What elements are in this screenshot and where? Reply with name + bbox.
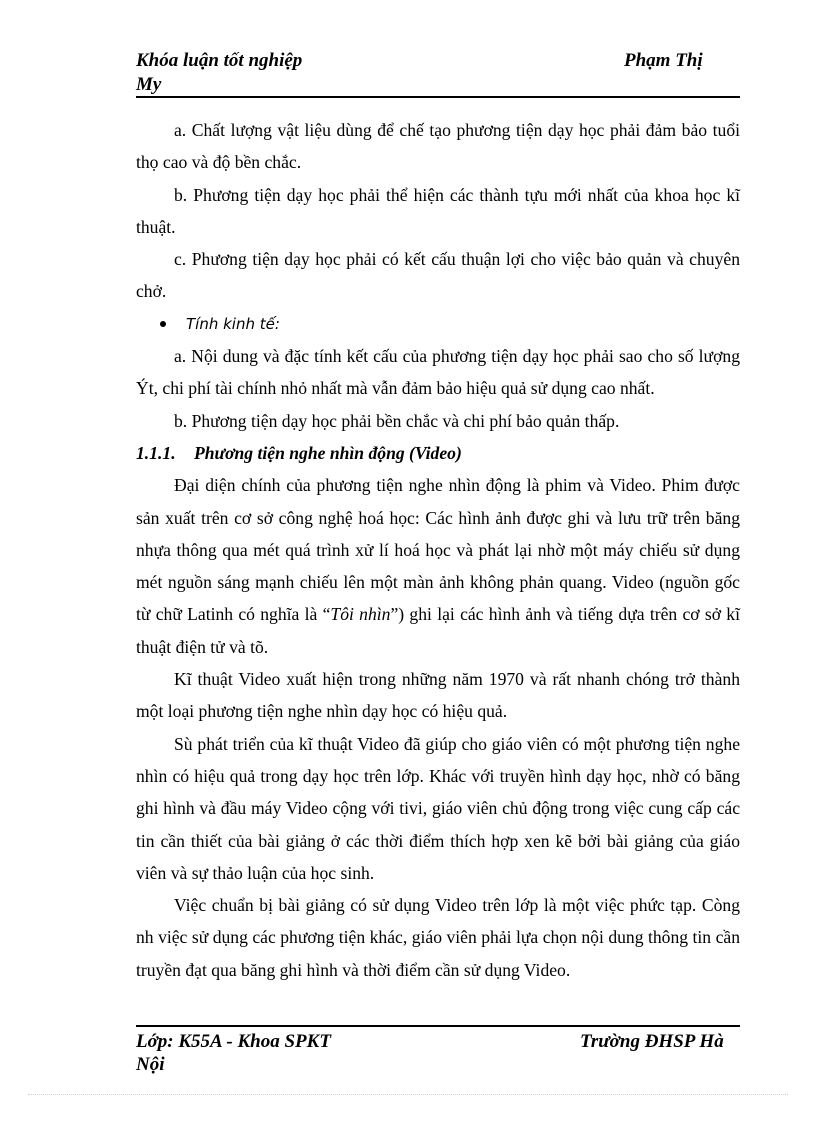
video-intro-text-b: ”) ghi lại các hình ảnh và tiếng dựa trên cơ sở kĩ thuật điện tử và tõ.	[136, 604, 740, 657]
header-rule	[136, 96, 740, 98]
paragraph-video-preparation: Việc chuẩn bị bài giảng có sử dụng Video trên lớp là một việc phức tạp. Còng nh việc sử dụng các phương tiện khác, giáo viên phải lựa chọn nội dung thông tin cần truyền đạt qua băng ghi hình và thời điểm cần sử dụng Video.	[136, 895, 740, 980]
section-heading	[136, 437, 740, 469]
footer-rule	[136, 1025, 740, 1027]
section-number: 1.1.1.	[136, 442, 176, 463]
page-header	[136, 50, 740, 100]
paragraph-video-intro	[136, 469, 740, 663]
page-footer	[136, 1031, 740, 1081]
paragraph-durability: b. Phương tiện dạy học phải bền chắc và chi phí bảo quản thấp.	[174, 410, 620, 431]
footer-university-wrap: Nội	[136, 1054, 165, 1075]
footer-university: Trường ĐHSP Hà	[580, 1031, 724, 1052]
section-title: Phương tiện nghe nhìn động (Video)	[194, 442, 462, 463]
header-author-name: Phạm Thị	[624, 50, 703, 71]
paragraph-technology-achievements: b. Phương tiện dạy học phải thể hiện các thành tựu mới nhất của khoa học kĩ thuật.	[136, 184, 740, 237]
page-bottom-dotted-line	[28, 1094, 788, 1095]
paragraph-storage-transport: c. Phương tiện dạy học phải có kết cấu thuận lợi cho việc bảo quản và chuyên chở.	[136, 249, 740, 302]
page-body	[136, 114, 740, 986]
paragraph-cost-efficiency: a. Nội dung và đặc tính kết cấu của phương tiện dạy học phải sao cho số lượng Ýt, chi phí tài chính nhỏ nhất mà vẫn đảm bảo hiệu quả sử dụng cao nhất.	[136, 346, 740, 399]
footer-class: Lớp: K55A - Khoa SPKT	[136, 1031, 331, 1052]
paragraph-material-quality: a. Chất lượng vật liệu dùng để chế tạo phương tiện dạy học phải đảm bảo tuổi thọ cao và độ bền chắc.	[136, 120, 740, 173]
paragraph-video-development: Sù phát triển của kĩ thuật Video đã giúp cho giáo viên có một phương tiện nghe nhìn có hiệu quả trong dạy học trên lớp. Khác với truyền hình dạy học, nhờ có băng ghi hình và đầu máy Video cộng với tivi, giáo viên chủ động trong việc cung cấp các tin cần thiết của bài giảng ở các thời điểm thích hợp xen kẽ bởi bài giảng của giáo viên và sự thảo luận của học sinh.	[136, 733, 740, 883]
bullet-economic-label: Tính kinh tế:	[186, 314, 280, 333]
header-thesis-title: Khóa luận tốt nghiệp	[136, 50, 303, 71]
video-intro-text-a: Đại diện chính của phương tiện nghe nhìn động là phim và Video. Phim được sản xuất trên cơ sở công nghệ hoá học: Các hình ảnh được ghi và lưu trữ trên băng nhựa thông qua mét quá trình xử lí hoá học và phát lại nhờ một máy chiếu sử dụng mét nguồn sáng mạnh chiếu lên một màn ảnh không phản quang. Video (nguồn gốc từ chữ Latinh có nghĩa là “	[136, 475, 740, 625]
bullet-dot-icon	[160, 321, 166, 327]
video-intro-italic: Tôi nhìn	[330, 604, 391, 625]
header-author-name-wrap: My	[136, 74, 162, 95]
paragraph-video-history: Kĩ thuật Video xuất hiện trong những năm 1970 và rất nhanh chóng trở thành một loại phương tiện nghe nhìn dạy học có hiệu quả.	[136, 669, 740, 722]
bullet-economic	[136, 308, 740, 340]
